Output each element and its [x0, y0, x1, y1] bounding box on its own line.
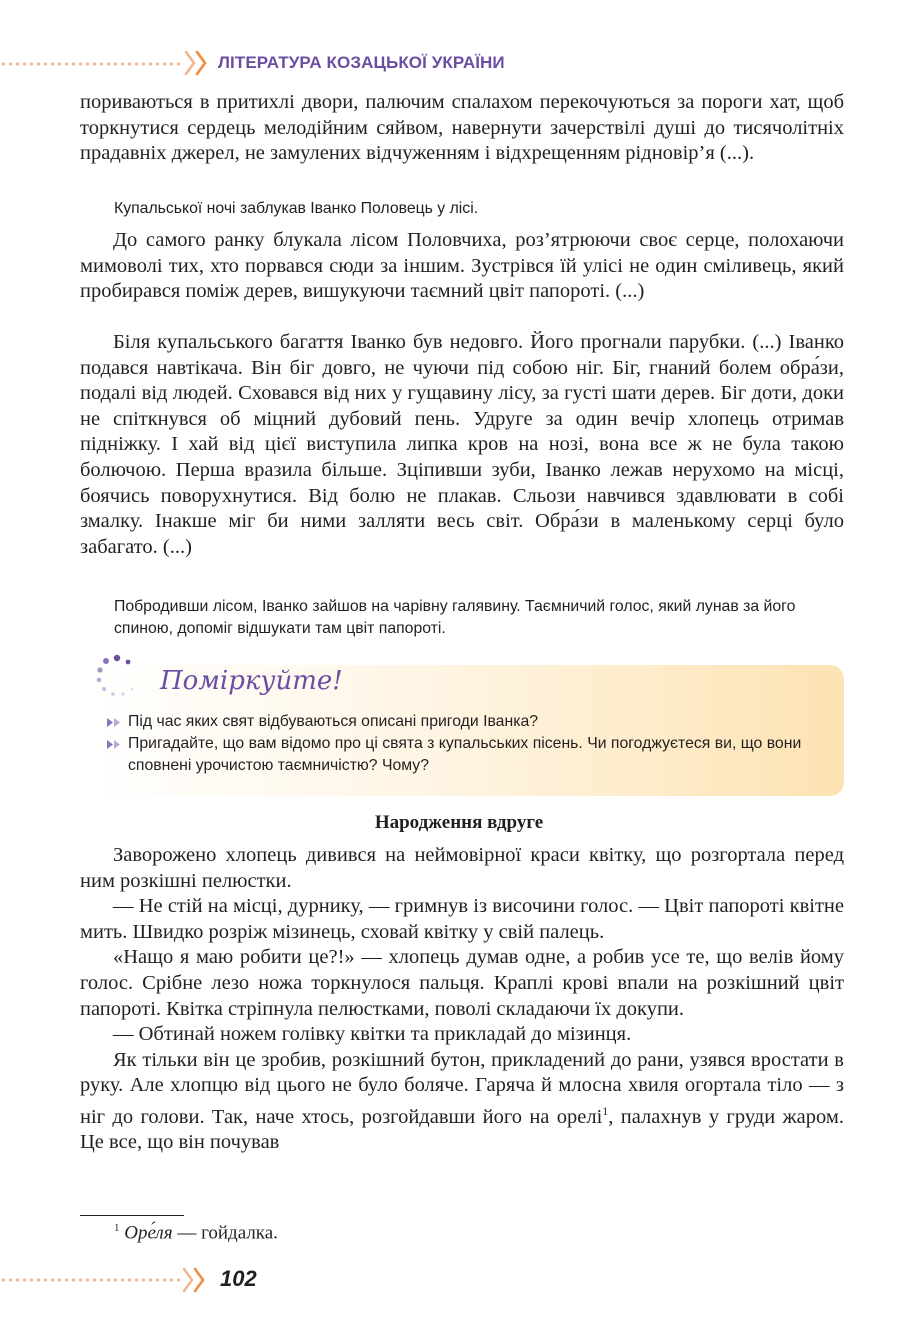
footnote-term: Оре́ля	[124, 1222, 173, 1244]
paragraph: До самого ранку блукала лісом Половчиха, роз’ятрюючи своє серце, полохаючи мимоволі тих, хто порвався сюди за іншим. Зустрівся їй улісі не один сміливець, який пробирався поміж дерев, вишукуючи таємний цвіт папороті. (...)	[80, 229, 844, 303]
footnote-number: 1	[114, 1222, 120, 1234]
footnote-definition: — гойдалка.	[172, 1222, 278, 1244]
question-list	[106, 711, 841, 777]
footnote	[114, 1222, 278, 1244]
dotted-circle-icon	[92, 650, 142, 700]
double-arrow-icon	[106, 717, 126, 728]
summary-note: Купальської ночі заблукав Іванко Половець у лісі.	[114, 200, 479, 217]
page-footer	[0, 1262, 918, 1298]
think-title: Поміркуйте!	[160, 666, 343, 696]
decorative-dots	[0, 1278, 180, 1282]
paragraph: — Обтинай ножем голівку квітки та прикладай до мізинця.	[113, 1023, 632, 1046]
page-number: 102	[220, 1266, 257, 1291]
summary-note: Побродивши лісом, Іванко зайшов на чарівну галявину. Таємничий голос, який лунав за його спиною, допоміг відшукати там цвіт папороті.	[114, 598, 796, 637]
double-arrow-icon	[106, 739, 126, 750]
running-title: ЛІТЕРАТУРА КОЗАЦЬКОЇ УКРАЇНИ	[218, 53, 505, 72]
page-header	[0, 44, 918, 82]
paragraph: — Не стій на місці, дурнику, — гримнув із височини голос. — Цвіт папороті квітне мить. Швидко розріж мізинець, сховай квітку у свій палець.	[80, 895, 844, 943]
footnote-rule	[80, 1215, 184, 1216]
decorative-dots	[0, 62, 182, 66]
chevron-right-icon	[195, 48, 207, 78]
footnote-ref[interactable]: 1	[602, 1103, 609, 1118]
paragraph: Заворожено хлопець дивився на неймовірної краси квітку, що розгортала перед ним розкішні пелюстки.	[80, 844, 844, 892]
section-body	[80, 843, 844, 1156]
paragraph	[80, 1048, 844, 1156]
paragraph: Біля купальського багаття Іванко був недовго. Його прогнали парубки. (...) Іванко подався навтікача. Він біг довго, не чуючи під собою ніг. Біг, гнаний болем обра́зи, подалі від людей. Сховався від них у гущавину лісу, за густі шати дерев. Біг доти, доки не спіткнувся об міцний дубовий пень. Удруге за один вечір хлопець отримав підніжку. І хай від цієї виступила липка кров на нозі, вона все ж не була такою болючою. Перша вразила більше. Зціпивши зуби, Іванко лежав нерухомо на місці, боячись поворухнутися. Від болю не плакав. Сльози навчився здавлювати в собі змалку. Інакше міг би ними залляти весь світ. Обра́зи в маленькому серці було забагато. (...)	[80, 331, 844, 558]
chevron-right-icon	[193, 1265, 205, 1295]
list-item	[106, 733, 841, 777]
list-item	[106, 711, 841, 733]
section-heading: Народження вдруге	[374, 812, 544, 833]
paragraph: «Нащо я маю робити це?!» — хлопець думав одне, а робив усе те, що велів йому голос. Срібне лезо ножа торкнулося пальця. Краплі крові впали на розкішний цвіт папороті. Квітка стріпнула пелюстками, поволі складаючи їх докупи.	[80, 946, 844, 1020]
paragraph: пориваються в притихлі двори, палючим спалахом перекочуються за пороги хат, щоб торкнутися сердець мелодійним сяйвом, навернути зачерствілі душі до тисячолітніх прадавніх джерел, не замулених відчуженням і відхрещенням рідновір’я (...).	[80, 91, 844, 165]
paragraph-text: , палахнув у груди жаром. Це все, що він почував	[80, 1105, 844, 1154]
question-text: Під час яких свят відбуваються описані пригоди Іванка?	[128, 713, 539, 730]
paragraph-text: Як тільки він це зробив, розкішний бутон, прикладений до рани, узявся вростати в руку. Але хлопцю від цього не було боляче. Гаряча й млосна хвиля огортала тіло — з ніг до голови. Так, наче хтось, розгойдавши його на орелі	[80, 1048, 844, 1128]
question-text: Пригадайте, що вам відомо про ці свята з купальських пісень. Чи погоджуєтеся ви, що вони сповнені урочистою таємничістю? Чому?	[128, 735, 802, 774]
